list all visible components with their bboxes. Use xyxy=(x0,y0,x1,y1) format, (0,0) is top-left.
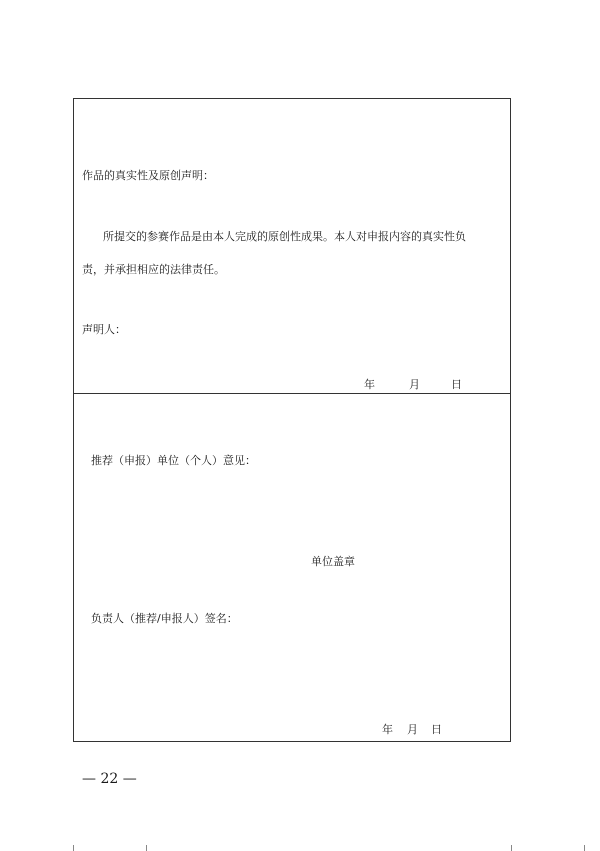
signature-label: 负责人（推荐/申报人）签名： xyxy=(91,612,238,625)
declaration-date-year: 年 xyxy=(364,378,375,391)
declaration-date-month: 月 xyxy=(409,378,420,391)
scan-edge-mark xyxy=(73,845,74,851)
recommendation-opinion-label: 推荐（申报）单位（个人）意见： xyxy=(91,454,256,467)
declaration-body-line2: 责，并承担相应的法律责任。 xyxy=(82,263,225,276)
recommendation-date-day: 日 xyxy=(431,723,442,736)
declaration-body-line1: 所提交的参赛作品是由本人完成的原创性成果。本人对申报内容的真实性负 xyxy=(103,230,466,243)
scan-edge-mark xyxy=(146,845,147,851)
section-divider xyxy=(74,393,510,394)
page-number: — 22 — xyxy=(82,771,137,787)
scan-edge-mark xyxy=(584,845,585,851)
declaration-heading: 作品的真实性及原创声明： xyxy=(82,169,214,182)
unit-seal-label: 单位盖章 xyxy=(311,555,355,568)
recommendation-date-year: 年 xyxy=(382,723,393,736)
form-box xyxy=(73,98,511,742)
recommendation-date-month: 月 xyxy=(407,723,418,736)
declaration-date-day: 日 xyxy=(451,378,462,391)
declarant-label: 声明人： xyxy=(82,323,126,336)
scan-edge-mark xyxy=(511,845,512,851)
